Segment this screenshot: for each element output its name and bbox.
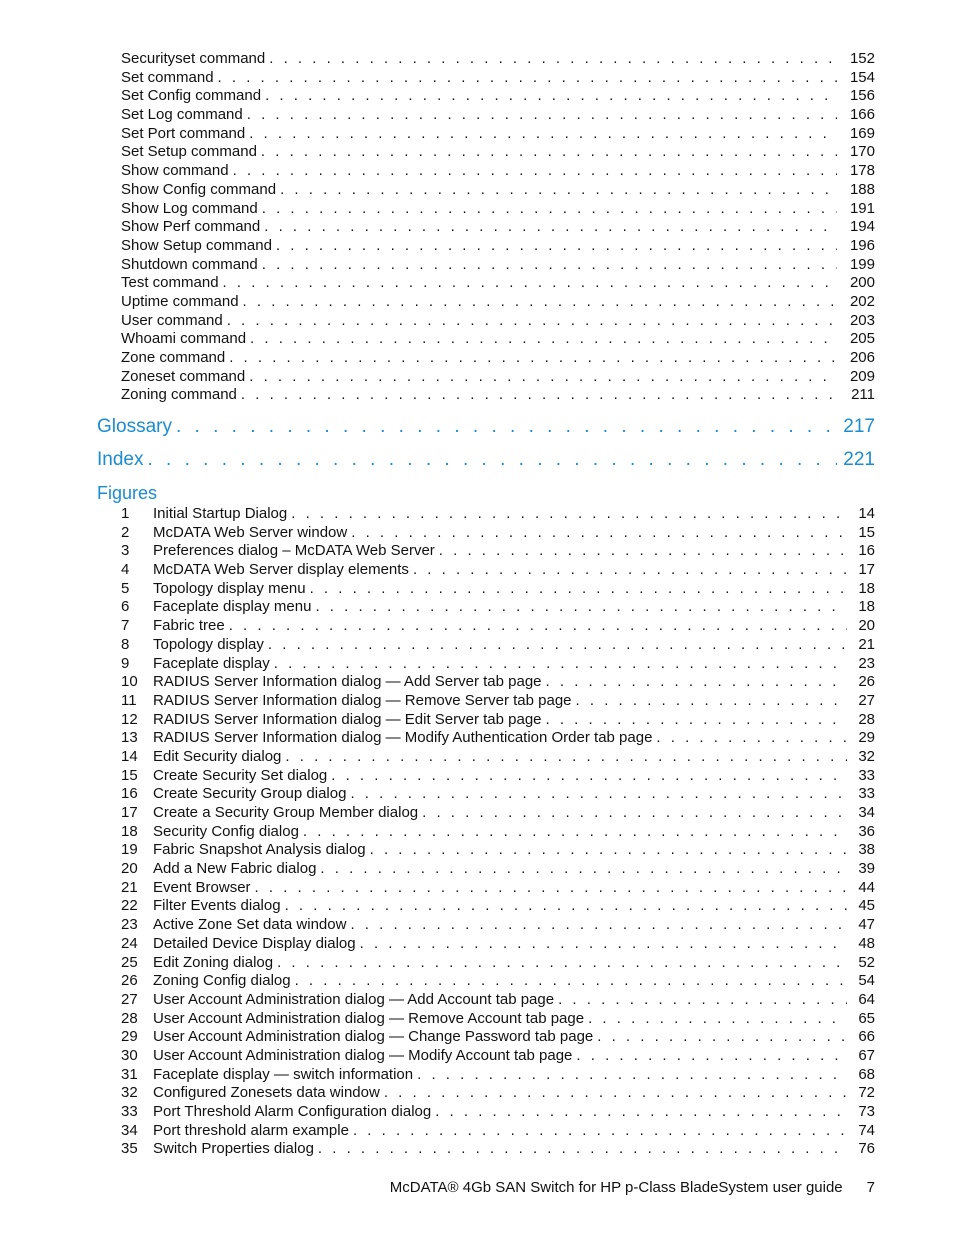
toc-entry-title: Set Port command bbox=[121, 124, 246, 142]
figure-entry[interactable] bbox=[121, 935, 875, 954]
figure-entry[interactable] bbox=[121, 785, 875, 804]
figure-page: 45 bbox=[858, 897, 875, 915]
toc-entry-title: Show Perf command bbox=[121, 218, 261, 236]
figure-page: 28 bbox=[858, 710, 875, 728]
toc-entry-title: Securityset command bbox=[121, 50, 266, 67]
toc-entry[interactable] bbox=[121, 50, 875, 69]
toc-entry-title: Show Config command bbox=[121, 180, 277, 198]
figure-page: 18 bbox=[858, 579, 875, 597]
figure-title: Port threshold alarm example bbox=[153, 1121, 349, 1139]
toc-entry-page: 205 bbox=[849, 330, 875, 348]
figure-entry[interactable] bbox=[121, 1028, 875, 1047]
figure-page: 18 bbox=[858, 598, 875, 616]
figure-entry[interactable] bbox=[121, 860, 875, 879]
toc-entry-title: Zoneset command bbox=[121, 367, 246, 385]
figure-entry[interactable] bbox=[121, 561, 875, 580]
dot-leader bbox=[315, 598, 847, 617]
figure-page: 68 bbox=[858, 1065, 875, 1083]
toc-entry[interactable] bbox=[121, 181, 875, 200]
figure-number: 21 bbox=[121, 878, 138, 896]
toc-entry-title: Show Log command bbox=[121, 199, 258, 217]
figure-entry[interactable] bbox=[121, 711, 875, 730]
figure-number: 13 bbox=[121, 729, 138, 747]
figure-entry[interactable] bbox=[121, 767, 875, 786]
figure-title: Topology display bbox=[153, 635, 264, 653]
figure-title: User Account Administration dialog — Remove Account tab page bbox=[153, 1009, 585, 1027]
toc-entry-page: 194 bbox=[849, 218, 875, 236]
figure-page: 34 bbox=[858, 804, 875, 821]
toc-entry-page: 199 bbox=[849, 255, 875, 273]
figure-entry[interactable] bbox=[121, 748, 875, 767]
figure-entry[interactable] bbox=[121, 972, 875, 991]
dot-leader bbox=[588, 1010, 847, 1029]
figure-title: Active Zone Set data window bbox=[153, 916, 347, 934]
figure-entry[interactable] bbox=[121, 636, 875, 655]
toc-entry-page: 170 bbox=[849, 143, 875, 161]
dot-leader bbox=[243, 293, 837, 312]
dot-leader bbox=[303, 823, 847, 842]
dot-leader bbox=[223, 274, 837, 293]
dot-leader bbox=[576, 692, 847, 711]
figure-page: 14 bbox=[858, 505, 875, 522]
figures-heading: Figures bbox=[97, 483, 158, 503]
toc-entry-title: Uptime command bbox=[121, 292, 239, 310]
figure-number: 33 bbox=[121, 1103, 138, 1120]
figure-number: 23 bbox=[121, 916, 138, 934]
toc-entry-page: 203 bbox=[849, 311, 875, 329]
figure-title: Fabric Snapshot Analysis dialog bbox=[153, 841, 366, 859]
toc-entry-page: 156 bbox=[849, 87, 875, 105]
figure-entry[interactable] bbox=[121, 841, 875, 860]
toc-entry-title: Zoning command bbox=[121, 386, 237, 404]
figure-page: 16 bbox=[858, 542, 875, 560]
toc-entry-page: 209 bbox=[849, 367, 875, 385]
figure-entry[interactable] bbox=[121, 505, 875, 524]
figure-page: 27 bbox=[858, 691, 875, 709]
figure-title: Switch Properties dialog bbox=[153, 1140, 314, 1158]
dot-leader bbox=[370, 841, 847, 860]
figure-title: Preferences dialog – McDATA Web Server bbox=[153, 542, 435, 560]
figure-number: 11 bbox=[121, 691, 137, 709]
figure-entry[interactable] bbox=[121, 673, 875, 692]
figure-entry[interactable] bbox=[121, 598, 875, 617]
toc-entry[interactable] bbox=[121, 256, 875, 275]
figure-page: 21 bbox=[858, 635, 875, 653]
toc-entry-page: 206 bbox=[849, 349, 875, 366]
figure-entry[interactable] bbox=[121, 617, 875, 636]
figure-title: Initial Startup Dialog bbox=[153, 505, 288, 522]
dot-leader bbox=[274, 655, 847, 674]
toc-entry-page: 196 bbox=[849, 236, 875, 254]
dot-leader bbox=[227, 312, 837, 331]
figure-title: RADIUS Server Information dialog — Modify Authentication Order tab page bbox=[153, 729, 653, 747]
figure-number: 4 bbox=[121, 561, 130, 579]
figure-number: 32 bbox=[121, 1084, 138, 1102]
figure-entry[interactable] bbox=[121, 655, 875, 674]
figure-title: Port Threshold Alarm Configuration dialog bbox=[153, 1103, 432, 1120]
figure-title: Create Security Group dialog bbox=[153, 785, 347, 803]
figure-number: 19 bbox=[121, 841, 138, 859]
figure-page: 64 bbox=[858, 990, 875, 1008]
figure-title: Filter Events dialog bbox=[153, 897, 281, 915]
dot-leader bbox=[276, 237, 837, 256]
figure-page: 65 bbox=[858, 1009, 875, 1027]
figure-title: McDATA Web Server display elements bbox=[153, 561, 409, 579]
figure-entry[interactable] bbox=[121, 916, 875, 935]
figure-page: 73 bbox=[858, 1103, 875, 1120]
figure-number: 7 bbox=[121, 617, 130, 635]
figure-page: 32 bbox=[858, 747, 875, 765]
figure-title: RADIUS Server Information dialog — Edit Server tab page bbox=[153, 710, 542, 728]
figure-number: 28 bbox=[121, 1009, 138, 1027]
toc-entry-page: 169 bbox=[849, 124, 875, 142]
figure-page: 54 bbox=[858, 972, 875, 990]
toc-entry[interactable] bbox=[121, 200, 875, 219]
toc-entry-page: 191 bbox=[849, 199, 875, 217]
toc-entry[interactable] bbox=[121, 237, 875, 256]
dot-leader bbox=[255, 879, 847, 898]
figure-page: 67 bbox=[858, 1046, 875, 1064]
figure-entry[interactable] bbox=[121, 991, 875, 1010]
figure-number: 25 bbox=[121, 953, 138, 971]
dot-leader bbox=[384, 1084, 847, 1103]
figure-number: 12 bbox=[121, 710, 138, 728]
dot-leader bbox=[310, 580, 847, 599]
dot-leader bbox=[249, 125, 837, 144]
toc-entry[interactable] bbox=[121, 349, 875, 368]
figure-entry[interactable] bbox=[121, 1047, 875, 1066]
figures-toc-list bbox=[121, 505, 875, 1159]
figure-entry[interactable] bbox=[121, 879, 875, 898]
toc-entry-page: 200 bbox=[849, 274, 875, 292]
toc-entry-index[interactable] bbox=[97, 448, 875, 472]
dot-leader bbox=[435, 1103, 847, 1122]
figure-number: 10 bbox=[121, 673, 138, 691]
figure-number: 20 bbox=[121, 860, 138, 878]
figure-title: Faceplate display — switch information bbox=[153, 1065, 414, 1083]
toc-entry-page: 178 bbox=[849, 162, 875, 180]
dot-leader bbox=[422, 804, 847, 823]
dot-leader bbox=[261, 143, 837, 162]
figure-entry[interactable] bbox=[121, 897, 875, 916]
figure-title: User Account Administration dialog — Add Account tab page bbox=[153, 990, 555, 1008]
figure-title: Faceplate display menu bbox=[153, 598, 312, 616]
command-toc-list bbox=[121, 50, 875, 405]
dot-leader bbox=[280, 181, 837, 200]
toc-entry[interactable] bbox=[121, 293, 875, 312]
figure-number: 2 bbox=[121, 523, 130, 541]
figure-number: 34 bbox=[121, 1121, 138, 1139]
page-footer bbox=[0, 1178, 875, 1198]
toc-entry[interactable] bbox=[121, 69, 875, 88]
figure-number: 1 bbox=[121, 505, 130, 522]
figure-number: 17 bbox=[121, 804, 138, 821]
dot-leader bbox=[597, 1028, 847, 1047]
dot-leader bbox=[147, 448, 837, 472]
dot-leader bbox=[265, 87, 837, 106]
figure-title: Edit Zoning dialog bbox=[153, 953, 274, 971]
toc-entry[interactable] bbox=[121, 87, 875, 106]
toc-entry-title: Shutdown command bbox=[121, 255, 258, 273]
figure-page: 26 bbox=[858, 673, 875, 691]
toc-entry[interactable] bbox=[121, 330, 875, 349]
dot-leader bbox=[413, 561, 847, 580]
figure-page: 76 bbox=[858, 1140, 875, 1158]
toc-entry-title: Set Config command bbox=[121, 87, 262, 105]
toc-entry-title: Set Log command bbox=[121, 106, 243, 124]
figure-title: Create a Security Group Member dialog bbox=[153, 804, 419, 821]
figure-entry[interactable] bbox=[121, 804, 875, 823]
figure-entry[interactable] bbox=[121, 954, 875, 973]
toc-entry[interactable] bbox=[121, 218, 875, 237]
figure-number: 3 bbox=[121, 542, 130, 560]
figure-entry[interactable] bbox=[121, 1066, 875, 1085]
figure-entry[interactable] bbox=[121, 823, 875, 842]
figure-page: 33 bbox=[858, 766, 875, 784]
figure-title: Zoning Config dialog bbox=[153, 972, 291, 990]
figure-number: 22 bbox=[121, 897, 138, 915]
figure-title: Detailed Device Display dialog bbox=[153, 934, 356, 952]
dot-leader bbox=[229, 349, 837, 368]
index-page: 221 bbox=[843, 449, 875, 470]
figure-title: Create Security Set dialog bbox=[153, 766, 328, 784]
dot-leader bbox=[268, 636, 847, 655]
figure-entry[interactable] bbox=[121, 1103, 875, 1122]
toc-entry-title: Show command bbox=[121, 162, 229, 180]
footer-page-number: 7 bbox=[866, 1179, 875, 1196]
figure-entry[interactable] bbox=[121, 729, 875, 748]
figure-number: 14 bbox=[121, 747, 138, 765]
figure-title: Add a New Fabric dialog bbox=[153, 860, 317, 878]
figure-page: 44 bbox=[858, 878, 875, 896]
dot-leader bbox=[176, 415, 837, 439]
figure-page: 39 bbox=[858, 860, 875, 878]
figure-title: Topology display menu bbox=[153, 579, 306, 597]
dot-leader bbox=[285, 748, 847, 767]
dot-leader bbox=[241, 386, 837, 405]
figure-page: 48 bbox=[858, 934, 875, 952]
dot-leader bbox=[331, 767, 847, 786]
toc-entry-title: Set Setup command bbox=[121, 143, 257, 161]
dot-leader bbox=[546, 673, 847, 692]
toc-entry-page: 166 bbox=[849, 106, 875, 124]
toc-entry[interactable] bbox=[121, 143, 875, 162]
figure-entry[interactable] bbox=[121, 1084, 875, 1103]
figure-title: User Account Administration dialog — Change Password tab page bbox=[153, 1028, 594, 1046]
figure-page: 20 bbox=[858, 617, 875, 635]
toc-entry[interactable] bbox=[121, 125, 875, 144]
figure-number: 27 bbox=[121, 990, 138, 1008]
index-title: Index bbox=[97, 449, 144, 470]
dot-leader bbox=[249, 368, 837, 387]
toc-entry-title: User command bbox=[121, 311, 223, 329]
dot-leader bbox=[351, 524, 847, 543]
figure-entry[interactable] bbox=[121, 542, 875, 561]
dot-leader bbox=[291, 505, 847, 524]
dot-leader bbox=[247, 106, 837, 125]
toc-entry[interactable] bbox=[121, 386, 875, 405]
dot-leader bbox=[350, 785, 847, 804]
toc-entry-page: 188 bbox=[849, 180, 875, 198]
figure-number: 15 bbox=[121, 766, 138, 784]
dot-leader bbox=[439, 542, 847, 561]
figure-page: 23 bbox=[858, 654, 875, 672]
figure-entry[interactable] bbox=[121, 580, 875, 599]
dot-leader bbox=[546, 711, 847, 730]
figure-number: 35 bbox=[121, 1140, 138, 1158]
dot-leader bbox=[277, 954, 847, 973]
figure-page: 52 bbox=[858, 953, 875, 971]
dot-leader bbox=[262, 256, 837, 275]
figure-page: 17 bbox=[858, 561, 875, 579]
figure-entry[interactable] bbox=[121, 692, 875, 711]
figure-entry[interactable] bbox=[121, 1140, 875, 1159]
toc-entry-page: 211 bbox=[851, 386, 875, 404]
dot-leader bbox=[318, 1140, 847, 1159]
figure-page: 72 bbox=[858, 1084, 875, 1102]
toc-entry-glossary[interactable] bbox=[97, 415, 875, 439]
figure-number: 16 bbox=[121, 785, 138, 803]
figure-title: User Account Administration dialog — Modify Account tab page bbox=[153, 1046, 573, 1064]
figure-title: Fabric tree bbox=[153, 617, 225, 635]
toc-entry-page: 152 bbox=[849, 50, 875, 67]
figure-number: 24 bbox=[121, 934, 138, 952]
toc-entry-title: Show Setup command bbox=[121, 236, 272, 254]
figure-number: 26 bbox=[121, 972, 138, 990]
figure-page: 29 bbox=[858, 729, 875, 747]
dot-leader bbox=[295, 972, 847, 991]
figure-title: RADIUS Server Information dialog — Add Server tab page bbox=[153, 673, 542, 691]
dot-leader bbox=[576, 1047, 847, 1066]
dot-leader bbox=[656, 729, 847, 748]
figure-entry[interactable] bbox=[121, 1122, 875, 1141]
glossary-page: 217 bbox=[843, 416, 875, 437]
dot-leader bbox=[269, 50, 837, 69]
dot-leader bbox=[218, 69, 837, 88]
dot-leader bbox=[558, 991, 847, 1010]
toc-entry[interactable] bbox=[121, 312, 875, 331]
dot-leader bbox=[229, 617, 847, 636]
figure-title: Edit Security dialog bbox=[153, 747, 282, 765]
figure-title: Event Browser bbox=[153, 878, 251, 896]
footer-title: McDATA® 4Gb SAN Switch for HP p-Class BladeSystem user guide bbox=[389, 1179, 843, 1196]
toc-entry[interactable] bbox=[121, 368, 875, 387]
glossary-title: Glossary bbox=[97, 416, 172, 437]
toc-entry-title: Set command bbox=[121, 68, 214, 86]
dot-leader bbox=[360, 935, 847, 954]
figure-page: 15 bbox=[858, 523, 875, 541]
figure-title: McDATA Web Server window bbox=[153, 523, 348, 541]
dot-leader bbox=[233, 162, 837, 181]
figure-page: 47 bbox=[858, 916, 875, 934]
dot-leader bbox=[285, 897, 847, 916]
figure-page: 74 bbox=[858, 1121, 875, 1139]
figure-number: 18 bbox=[121, 822, 138, 840]
toc-entry-title: Whoami command bbox=[121, 330, 247, 348]
figure-page: 66 bbox=[858, 1028, 875, 1046]
dot-leader bbox=[250, 330, 837, 349]
figure-number: 5 bbox=[121, 579, 130, 597]
figure-title: Security Config dialog bbox=[153, 822, 299, 840]
figure-number: 6 bbox=[121, 598, 130, 616]
figure-number: 29 bbox=[121, 1028, 138, 1046]
dot-leader bbox=[417, 1066, 847, 1085]
dot-leader bbox=[353, 1122, 847, 1141]
figure-title: Faceplate display bbox=[153, 654, 270, 672]
toc-entry[interactable] bbox=[121, 106, 875, 125]
figure-page: 33 bbox=[858, 785, 875, 803]
toc-entry-title: Test command bbox=[121, 274, 219, 292]
figure-page: 36 bbox=[858, 822, 875, 840]
figure-number: 31 bbox=[121, 1065, 138, 1083]
dot-leader bbox=[262, 200, 837, 219]
figure-page: 38 bbox=[858, 841, 875, 859]
figure-number: 30 bbox=[121, 1046, 138, 1064]
toc-entry-title: Zone command bbox=[121, 349, 226, 366]
figure-entry[interactable] bbox=[121, 1010, 875, 1029]
dot-leader bbox=[264, 218, 837, 237]
figure-title: Configured Zonesets data window bbox=[153, 1084, 380, 1102]
figure-title: RADIUS Server Information dialog — Remove Server tab page bbox=[153, 691, 572, 709]
toc-entry-page: 202 bbox=[849, 292, 875, 310]
toc-entry[interactable] bbox=[121, 274, 875, 293]
toc-entry-page: 154 bbox=[849, 68, 875, 86]
toc-entry[interactable] bbox=[121, 162, 875, 181]
dot-leader bbox=[350, 916, 847, 935]
figure-number: 9 bbox=[121, 654, 130, 672]
figure-number: 8 bbox=[121, 635, 130, 653]
dot-leader bbox=[320, 860, 847, 879]
figure-entry[interactable] bbox=[121, 524, 875, 543]
